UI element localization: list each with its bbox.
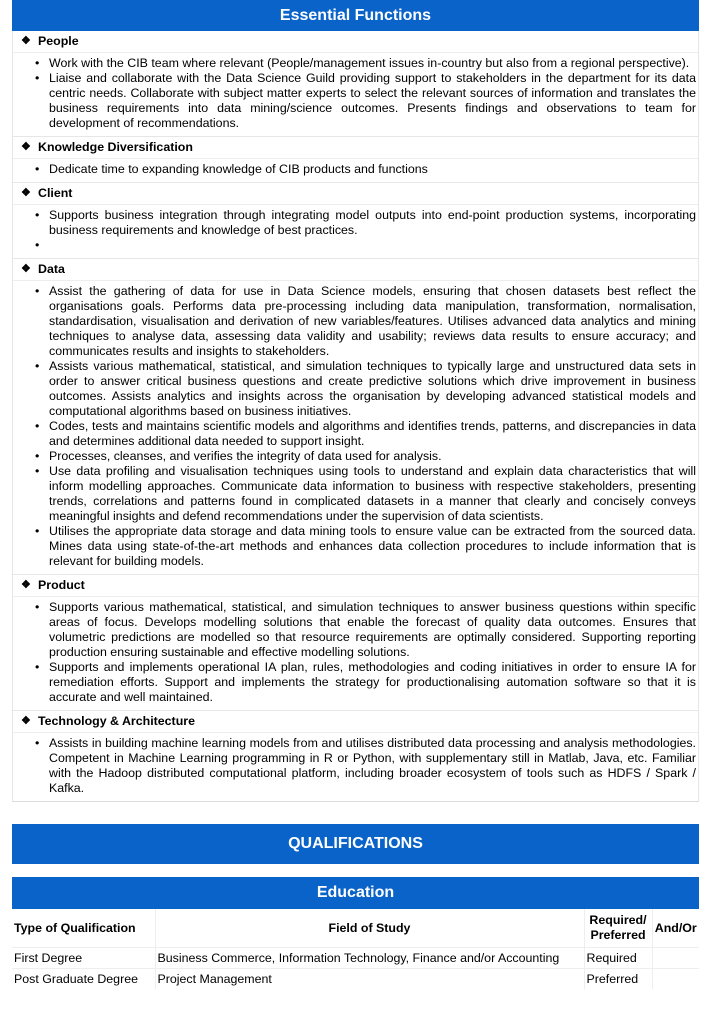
column-header-and-or: And/Or	[654, 920, 697, 935]
diamond-bullet-icon: ❖	[21, 35, 31, 47]
product-list	[13, 597, 698, 710]
essential-functions-banner: Essential Functions	[12, 0, 699, 31]
section-heading-label: Technology & Architecture	[38, 714, 195, 728]
list-item: • Dedicate time to expanding knowledge of CIB products and functions	[13, 162, 698, 177]
table-header-row	[12, 909, 699, 948]
list-item: • Liaise and collaborate with the Data Science Guild providing support to stakeholders in the department for its data centric needs. Collaborate with subject matter experts to select the relevant sources of information and translates the business requirements into data mining/science outcomes. Presents findings and observations to team for development of recommendations.	[13, 71, 698, 131]
education-banner: Education	[12, 877, 699, 909]
column-header-required: Required/ Preferred	[584, 909, 652, 948]
section-heading-data	[13, 258, 698, 281]
list-item: • Assists in building machine learning models from and utilises distributed data processing and analysis methodologies. Competent in Machine Learning programming in R or Python, with supplementary still in Matlab, Java, etc. Familiar with the Hadoop distributed computational platform, including broader ecosystem of tools such as HDFS / Spark / Kafka.	[13, 736, 698, 796]
table-cell	[652, 948, 699, 969]
section-heading-label: People	[38, 34, 79, 48]
qualifications-banner: QUALIFICATIONS	[12, 824, 699, 864]
list-item: • Supports various mathematical, statistical, and simulation techniques to answer business questions within specific areas of focus. Develops modelling solutions that enable the forecast of quality data outcomes. Ensures that volumetric predictions are modelled so that resource requirements are optimally considered. Supporting reporting production ensuring sustainable and effective modelling solutions.	[13, 600, 698, 660]
list-item: • Use data profiling and visualisation techniques using tools to understand and explain data characteristics that will inform modelling approaches. Communicate data information to business with respective stakeholders, presenting trends, correlations and patterns found in complicated datasets in a manner that clearly and concisely conveys meaningful insights and defend recommendations under the supervision of data scientists.	[13, 464, 698, 524]
list-item: • Supports and implements operational IA plan, rules, methodologies and coding initiatives in order to ensure IA for remediation efforts. Support and implements the strategy for productionalising automation software so that it is accurate and well maintained.	[13, 660, 698, 705]
table-cell: First Degree	[12, 948, 155, 969]
section-heading-people	[13, 31, 698, 53]
table-cell: Post Graduate Degree	[12, 969, 155, 990]
technology-architecture-list	[13, 733, 698, 801]
section-heading-product	[13, 574, 698, 597]
section-heading-label: Product	[38, 578, 85, 592]
section-heading-client	[13, 182, 698, 205]
diamond-bullet-icon: ❖	[21, 187, 31, 199]
table-cell: Project Management	[155, 969, 584, 990]
list-item: • Assist the gathering of data for use in Data Science models, ensuring that chosen datasets best reflect the organisations goals. Performs data pre-processing including data manipulation, transformation, normalisation, standardisation, visualisation and derivation of new variables/features. Utilises advanced data analytics and mining techniques to analyse data, assessing data validity and usability; reviews data results to ensure accuracy; and communicates results and insights to stakeholders.	[13, 284, 698, 359]
list-item-empty	[13, 238, 698, 253]
section-heading-technology-architecture	[13, 710, 698, 733]
essential-functions-section	[12, 31, 699, 802]
section-heading-label: Data	[38, 262, 65, 276]
diamond-bullet-icon: ❖	[21, 141, 31, 153]
people-list	[13, 53, 698, 136]
diamond-bullet-icon: ❖	[21, 715, 31, 727]
list-item: • Assists various mathematical, statistical, and simulation techniques to typically large and unstructured data sets in order to answer critical business questions and create predictive solutions which drive improvement in business outcomes. Assists analytics and insights across the organisation by developing advanced statistical models and computational algorithms based on business initiatives.	[13, 359, 698, 419]
diamond-bullet-icon: ❖	[21, 263, 31, 275]
client-list	[13, 205, 698, 258]
list-item: • Processes, cleanses, and verifies the integrity of data used for analysis.	[13, 449, 698, 464]
section-heading-label: Client	[38, 186, 73, 200]
knowledge-diversification-list	[13, 159, 698, 182]
column-header-field: Field of Study	[155, 909, 584, 948]
section-heading-label: Knowledge Diversification	[38, 140, 193, 154]
table-row	[12, 969, 699, 990]
list-item: • Codes, tests and maintains scientific models and algorithms and identifies trends, patterns, and discrepancies in data and determines additional data needed to support insight.	[13, 419, 698, 449]
table-cell	[652, 969, 699, 990]
data-list	[13, 281, 698, 574]
list-item: • Utilises the appropriate data storage and data mining tools to ensure value can be extracted from the sourced data. Mines data using state-of-the-art methods and enhances data collection procedures to include information that is relevant for building models.	[13, 524, 698, 569]
table-cell: Preferred	[584, 969, 652, 990]
table-cell: Business Commerce, Information Technology, Finance and/or Accounting	[155, 948, 584, 969]
list-item: • Work with the CIB team where relevant (People/management issues in-country but also from a regional perspective).	[13, 56, 698, 71]
diamond-bullet-icon: ❖	[21, 579, 31, 591]
document	[12, 0, 699, 989]
section-heading-knowledge-diversification	[13, 136, 698, 159]
table-row	[12, 948, 699, 969]
list-item: • Supports business integration through integrating model outputs into end-point production systems, incorporating business requirements and knowledge of best practices.	[13, 208, 698, 238]
column-header-type: Type of Qualification	[12, 909, 155, 948]
education-table	[12, 909, 699, 989]
table-cell: Required	[584, 948, 652, 969]
